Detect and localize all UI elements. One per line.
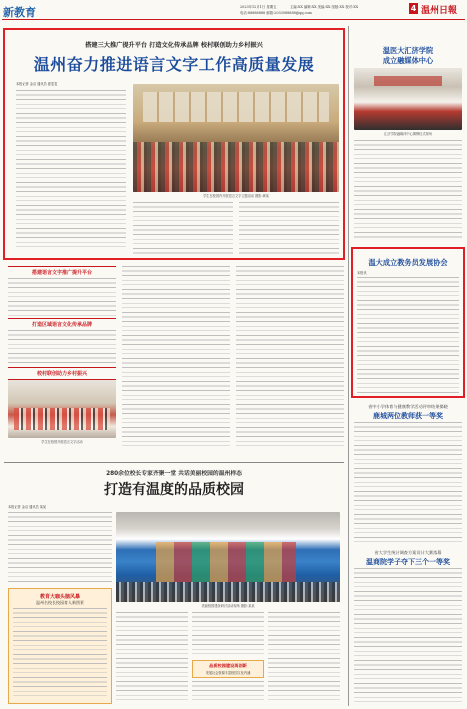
main-lead-text: [16, 90, 126, 250]
small-photo-caption: 学生在校园开展语言文字活动: [41, 440, 83, 444]
right-mid-byline: 本报讯: [357, 271, 367, 275]
right-lower-headline: 鹿城两位教师获一等奖: [373, 412, 443, 420]
bottom-photo-court: [156, 542, 296, 582]
paper-name: 温州日報: [421, 6, 458, 16]
bottom-inner-box: [8, 588, 112, 704]
page-number: 4: [410, 4, 417, 13]
main-byline: 本报记者 金洁 通讯员 夏雯雯: [16, 82, 58, 86]
bottom-photo: [116, 512, 340, 602]
main-photo: [133, 84, 339, 192]
right-top-headline-1: 温医大汇济学院: [382, 46, 434, 55]
right-bottom-text: [354, 568, 462, 704]
right-top-caption: 汇济学院融媒体中心揭牌仪式现场: [384, 132, 432, 136]
photo-wall: [143, 92, 329, 122]
right-bottom-headline: 温商院学子夺下三个一等奖: [366, 558, 450, 566]
col3-text: [236, 266, 344, 448]
main-headline: 温州奋力推进语言文字工作高质量发展: [33, 55, 315, 74]
bottom-col3-text: [192, 612, 264, 658]
bottom-photo-audience: [116, 582, 340, 602]
small-photo: [8, 380, 116, 438]
bottom-col3b-text: [192, 681, 264, 704]
col1-text-b: [8, 330, 116, 364]
inner-box-text: [13, 608, 107, 700]
bottom-box-3: [192, 660, 264, 678]
right-mid-text: [357, 277, 459, 393]
main-kicker: 搭建三大推广提升平台 打造文化传承品牌 校村联创助力乡村振兴: [85, 42, 263, 49]
masthead-rule: [2, 19, 465, 20]
photo-crowd: [133, 142, 339, 192]
subhead-2: 打造区域语言文化传承品牌: [8, 318, 116, 331]
right-top-text: [354, 140, 462, 240]
inner-box-title-3: 品质校园建设再创新: [209, 663, 247, 668]
section-title: 新教育: [3, 6, 36, 19]
editor-line: 主编:XX 编辑:XX 美编:XX 组版:XX 校对:XX: [290, 5, 359, 9]
masthead: [0, 0, 467, 24]
right-mid-headline: 温大成立教务员发展协会: [368, 258, 448, 267]
right-lower-text: [354, 422, 462, 542]
bottom-divider: [4, 462, 344, 463]
right-lower-kicker: 省中小学体育与健康教学活动评审结果揭晓: [368, 404, 448, 409]
subhead-1: 搭建语言文字推广提升平台: [8, 266, 116, 279]
main-col2-text: [133, 202, 233, 254]
inner-box-sub-3: 发展社会资源丰富校园文化内涵: [205, 671, 251, 675]
subhead-3: 校村联创助力乡村振兴: [8, 367, 116, 380]
right-top-photo-banner: [374, 76, 442, 86]
right-mid-box: [351, 247, 465, 398]
main-photo-caption: 学生在校园内开展语言文字主题活动 摄影:黄某: [203, 194, 269, 198]
bottom-headline: 打造有温度的品质校园: [104, 482, 244, 498]
right-top-photo: [354, 68, 462, 130]
inner-box-title-2: 温州名校长校园育人新图景: [36, 600, 84, 605]
bottom-kicker: 280余位校长专家齐聚一堂 共话美丽校园的温州样态: [106, 471, 242, 477]
right-bottom-kicker: 省大学生统计调查方案设计大赛落幕: [374, 550, 442, 555]
bottom-col1-text: [8, 512, 112, 584]
col1-text-a: [8, 278, 116, 316]
bottom-byline: 本报记者 金洁 通讯员 某某: [8, 505, 47, 509]
small-photo-students: [14, 408, 110, 430]
date-line: 2023年12月1日 星期五: [240, 5, 277, 9]
right-top-headline-2: 成立融媒体中心: [382, 56, 434, 65]
bottom-photo-caption: 美丽校园建设研讨活动现场 摄影:某某: [201, 604, 255, 608]
right-column-divider: [348, 26, 349, 706]
phone-line: 电话:88888888 邮箱:2033088888@qq.com: [240, 11, 312, 15]
main-col3-text: [239, 202, 339, 254]
main-article-box: [3, 28, 345, 260]
bottom-col2-text: [116, 612, 188, 704]
col2-text: [122, 266, 230, 448]
bottom-col4-text: [268, 612, 340, 704]
inner-box-title-1: 教育大咖头脑风暴: [39, 594, 80, 600]
